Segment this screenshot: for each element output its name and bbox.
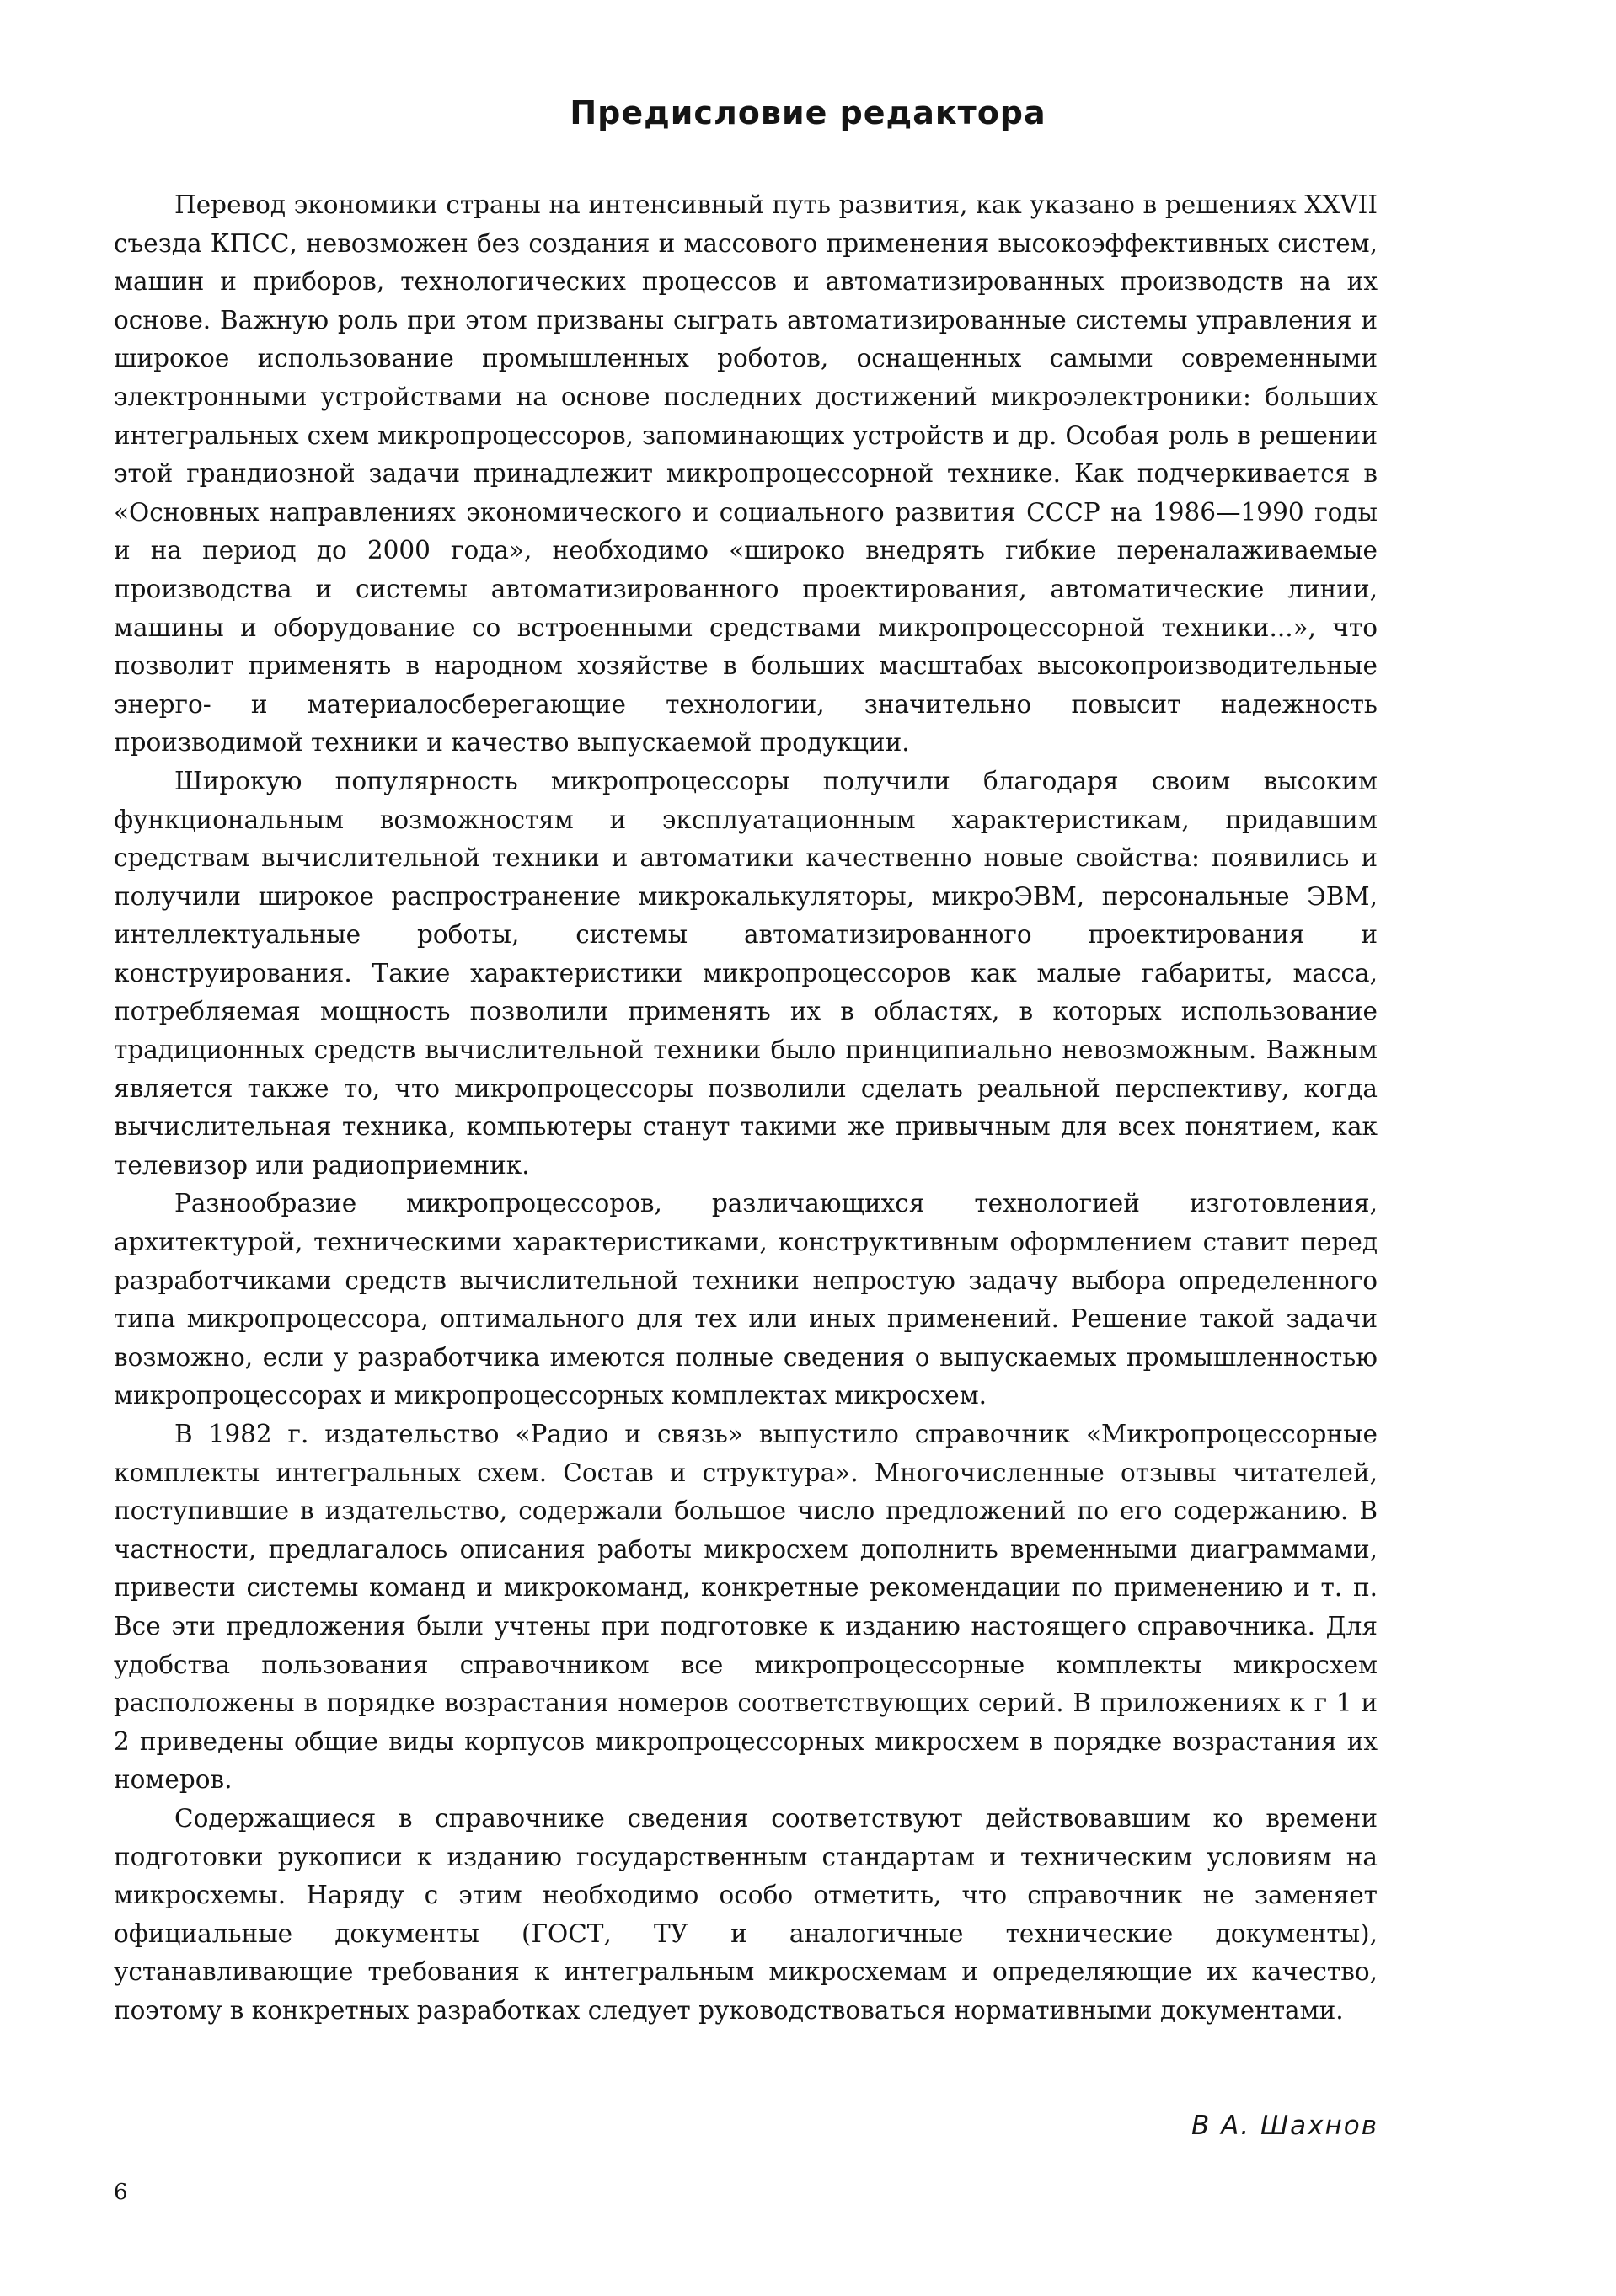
paragraph-5: Содержащиеся в справочнике сведения соответствуют действовавшим ко времени подготовки рукописи к изданию государственным стандартам и техническим условиям на микросхемы. Наряду с этим необходимо особо отметить, что справочник не заменяет официальные документы (ГОСТ, ТУ и аналогичные технические документы), устанавливающие требования к интегральным микросхемам и определяющие их качество, поэтому в конкретных разработках следует руководствоваться нормативными документами. (114, 1803, 1378, 2025)
paragraph-2: Широкую популярность микропроцессоры получили благодаря своим высоким функциональным возможностям и эксплуатационным характеристикам, придавшим средствам вычислительной техники и автоматики качественно новые свойства: появились и получили широкое распространение микрокалькуляторы, микроЭВМ, персональные ЭВМ, интеллектуальные роботы, системы автоматизированного проектирования и конструирования. Такие характеристики микропроцессоров как малые габариты, масса, потребляемая мощность позволили применять их в областях, в которых использование традиционных средств вычислительной техники было принципиально невозможным. Важным является также то, что микропроцессоры позволили сделать реальной перспективу, когда вычислительная техника, компьютеры станут такими же привычным для всех понятием, как телевизор или радиоприемник. (114, 766, 1378, 1180)
body-text (114, 186, 1378, 2031)
paragraph-3: Разнообразие микропроцессоров, различающихся технологией изготовления, архитектурой, техническими характеристиками, конструктивным оформлением ставит перед разработчиками средств вычислительной техники непростую задачу выбора определенного типа микропроцессора, оптимального для тех или иных применений. Решение такой задачи возможно, если у разработчика имеются полные сведения о выпускаемых промышленностью микропроцессорах и микропроцессорных комплектах микросхем. (114, 1189, 1378, 1410)
paragraph-4: В 1982 г. издательство «Радио и связь» выпустило справочник «Микропроцессорные комплекты интегральных схем. Состав и структура». Многочисленные отзывы читателей, поступившие в издательство, содержали большое число предложений по его содержанию. В частности, предлагалось описания работы микросхем дополнить временными диаграммами, привести системы команд и микрокоманд, конкретные рекомендации по применению и т. п. Все эти предложения были учтены при подготовке к изданию настоящего справочника. Для удобства пользования справочником все микропроцессорные комплекты микросхем расположены в порядке возрастания номеров соответствующих серий. В приложениях к г 1 и 2 приведены общие виды корпусов микропроцессорных микросхем в порядке возрастания их номеров. (114, 1420, 1378, 1795)
paragraph-1: Перевод экономики страны на интенсивный путь развития, как указано в решениях XXVII съезда КПСС, невозможен без создания и массового применения высокоэффективных систем, машин и приборов, технологических процессов и автоматизированных производств на их основе. Важную роль при этом призваны сыграть автоматизированные системы управления и широкое использование промышленных роботов, оснащенных самыми современными электронными устройствами на основе последних достижений микроэлектроники: больших интегральных схем микропроцессоров, запоминающих устройств и др. Особая роль в решении этой грандиозной задачи принадлежит микропроцессорной технике. Как подчеркивается в «Основных направлениях экономического и социального развития СССР на 1986—1990 годы и на период до 2000 года», необходимо «широко внедрять гибкие переналаживаемые производства и системы автоматизированного проектирования, автоматические линии, машины и оборудование со встроенными средствами микропроцессорной техники...», что позволит применять в народном хозяйстве в больших масштабах высокопроизводительные энерго- и материалосберегающие технологии, значительно повысит надежность производимой техники и качество выпускаемой продукции. (114, 190, 1378, 757)
editor-signature: В А. Шахнов (1191, 2111, 1378, 2141)
page-title: Предисловие редактора (570, 94, 1046, 131)
page-number: 6 (114, 2180, 128, 2205)
